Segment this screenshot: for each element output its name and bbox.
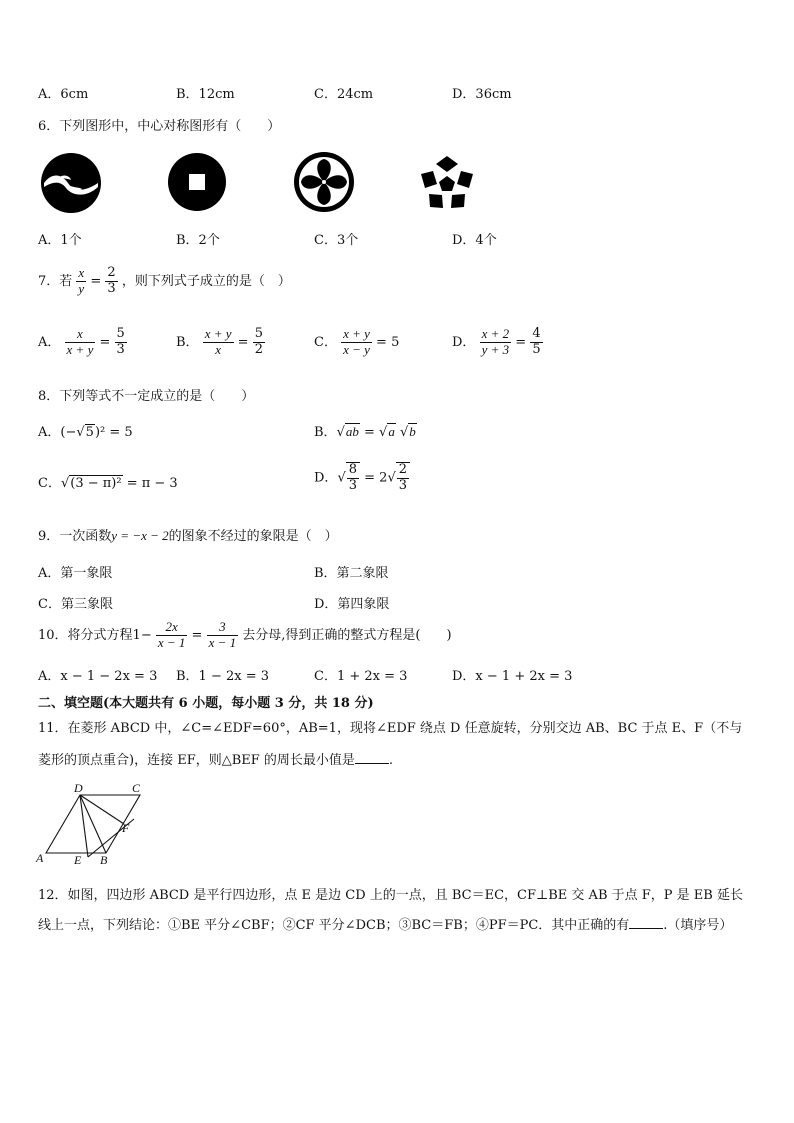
q8-option-b: B．√ab = √a √b xyxy=(314,424,416,440)
q8-option-d: D．√ $\frac{8}{3}$ = 2√ $\frac{2}{3}$ xyxy=(314,462,410,494)
q11-line1: 11．在菱形 ABCD 中，∠C=∠EDF=60°，AB=1，现将∠EDF 绕点 D 任意旋转，分别交边 AB、BC 于点 E、F（不与 xyxy=(38,721,743,736)
label-e: E xyxy=(74,853,82,867)
q6-option-a: A．1个 xyxy=(38,233,82,248)
q10-option-c: C．1 + 2x = 3 xyxy=(314,669,408,684)
label-c: C xyxy=(132,781,141,795)
q6-stem: 6．下列图形中，中心对称图形有（ ） xyxy=(38,119,281,134)
q7-option-d: D． $\frac{x + 2}{y + 3}$ = $\frac{4}{5}$ xyxy=(452,326,541,357)
q7-option-a: A． $\frac{x}{x + y}$ = $\frac{5}{3}$ xyxy=(38,326,125,357)
q6-option-d: D．4个 xyxy=(452,233,497,248)
rhombus-figure xyxy=(34,780,146,870)
q6-option-c: C．3个 xyxy=(314,233,359,248)
four-petal-flower-icon xyxy=(293,151,355,213)
q7-option-b: B． $\frac{x + y}{x}$ = $\frac{5}{2}$ xyxy=(176,326,263,357)
q8-stem: 8．下列等式不一定成立的是（ ） xyxy=(38,389,255,404)
q10-option-d: D．x − 1 + 2x = 3 xyxy=(452,669,573,684)
label-d: D xyxy=(74,781,83,795)
q7-stem: 7．若 $\frac{x}{y}$ = $\frac{2}{3}$ ，则下列式子成立的是（ ） xyxy=(38,265,291,296)
label-b: B xyxy=(100,853,108,867)
q10-option-a: A．x − 1 − 2x = 3 xyxy=(38,669,158,684)
answer-blank[interactable] xyxy=(629,916,663,929)
answer-blank[interactable] xyxy=(355,751,389,764)
q9-stem: 9．一次函数y = −x − 2的图象不经过的象限是（ ） xyxy=(38,528,338,544)
q11-line2: 菱形的顶点重合)，连接 EF，则△BEF 的周长最小值是 . xyxy=(38,753,394,768)
q10-stem: 10．将分式方程1− $\frac{2x}{x - 1}$ = $\frac{3}{x - 1}$ 去分母,得到正确的整式方程是( ) xyxy=(38,619,452,650)
section-title: 二、填空题(本大题共有 6 小题，每小题 3 分，共 18 分) xyxy=(38,696,374,711)
q5-option-b: B．12cm xyxy=(176,87,235,102)
pentagon-flower-icon xyxy=(418,154,476,210)
yin-yang-like-symbol-icon xyxy=(40,152,102,214)
q12-line1: 12．如图，四边形 ABCD 是平行四边形，点 E 是边 CD 上的一点，且 BC＝EC，CF⊥BE 交 AB 于点 F，P 是 EB 延长 xyxy=(38,888,743,903)
q5-option-c: C．24cm xyxy=(314,87,374,102)
q12-line2: 线上一点，下列结论：①BE 平分∠CBF；②CF 平分∠DCB；③BC＝FB；④PF＝PC．其中正确的有 .（填序号） xyxy=(38,918,733,933)
q9-option-c: C．第三象限 xyxy=(38,597,113,612)
q9-option-d: D．第四象限 xyxy=(314,597,390,612)
q8-option-c: C．√(3 − π)² = π − 3 xyxy=(38,476,178,491)
q10-option-b: B．1 − 2x = 3 xyxy=(176,669,270,684)
q6-option-b: B．2个 xyxy=(176,233,220,248)
q7-option-c: C． $\frac{x + y}{x - y}$ = 5 xyxy=(314,326,400,357)
label-f: F xyxy=(122,821,130,835)
q9-option-b: B．第二象限 xyxy=(314,566,389,581)
q8-option-a: A．(−√5)² = 5 xyxy=(38,425,133,440)
q5-option-a: A．6cm xyxy=(38,87,89,102)
q5-option-d: D．36cm xyxy=(452,87,512,102)
q9-option-a: A．第一象限 xyxy=(38,566,113,581)
label-a: A xyxy=(36,851,44,865)
ancient-coin-icon xyxy=(167,152,227,212)
